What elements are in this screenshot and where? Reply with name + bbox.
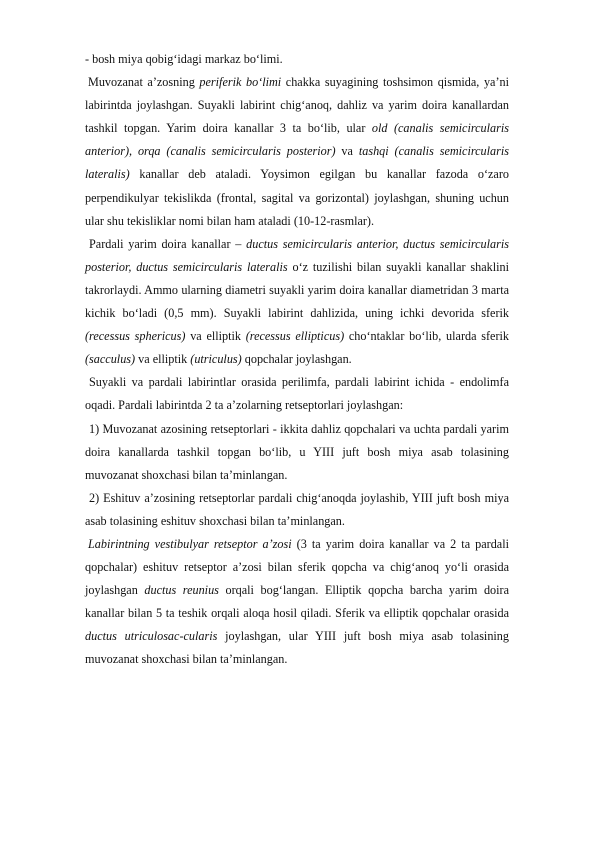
italic-term: (sacculus) <box>85 352 136 367</box>
text-run: joylashgan, ular YIII juft bosh miya asab tolasining muvozanat shoxchasi bilan ta’minlangan. <box>85 629 509 667</box>
paragraph-2 <box>85 233 509 372</box>
paragraph-4 <box>85 418 509 487</box>
italic-term: Labirintning vestibulyar retseptor a’zosi <box>88 536 292 551</box>
text-run: Muvozanat a’zosning <box>88 75 200 90</box>
italic-term: (utriculus) <box>190 352 242 367</box>
text-run: 2) Eshituv a’zosining retseptorlar pardali chig‘anoqda joylashib, YIII juft bosh miya asab tolasining eshituv shoxchasi bilan ta’minlangan. <box>85 490 509 528</box>
italic-term: ductus utriculosac-cularis <box>85 629 218 644</box>
text-run: Pardali yarim doira kanallar – <box>89 236 247 251</box>
italic-term: (recessus ellipticus) <box>245 329 345 344</box>
text-run: cho‘ntaklar bo‘lib, ularda sferik <box>344 329 510 344</box>
text-run: Suyakli va pardali labirintlar orasida perilimfa, pardali labirint ichida - endolimfa oqadi. Pardali labirintda 2 ta a’zolarning retseptorlari joylashgan: <box>85 375 509 413</box>
text-run: orqali bog‘langan. Elliptik qopcha barcha yarim doira kanallar bilan 5 ta teshik orqali aloqa hosil qiladi. Sferik va elliptik qopchalar orasida <box>85 583 509 621</box>
paragraph-6 <box>85 533 509 672</box>
text-run: va elliptik <box>185 329 246 344</box>
text-run: va elliptik <box>135 352 191 367</box>
text-run: va <box>335 144 359 159</box>
text-run: (3 ta yarim doira kanallar va 2 ta pardali qopchalar) eshituv retseptor a’zosi bilan sferik qopcha va chig‘anoq yo‘li orasida joylashgan <box>85 536 509 598</box>
italic-term: ductus reunius <box>144 583 219 598</box>
paragraph-3 <box>85 371 509 417</box>
text-run: qopchalar joylashgan. <box>241 352 352 367</box>
text-run: chakka suyagining toshsimon qismida, ya’ni labirintda joylashgan. Suyakli labirint chig‘anoq, dahliz va yarim doira kanallardan tashkil topgan. Yarim doira kanallar 3 ta bo‘lib, ular <box>85 75 510 136</box>
paragraph-1 <box>85 71 509 233</box>
italic-term: old (canalis semicircularis anterior), orqa (canalis semicircularis posterior) <box>85 121 509 159</box>
text-run: kanallar deb ataladi. Yoysimon egilgan bu kanallar fazoda o‘zaro perpendikulyar tekislikda (frontal, sagital va gorizontal) joylashgan, shuning uchun ular shu tekisliklar nomi bilan ham ataladi (10-12-rasmlar). <box>85 167 509 228</box>
italic-term: periferik bo‘limi <box>199 75 282 90</box>
italic-term: (recessus sphericus) <box>85 329 186 344</box>
text-run: o‘z tuzilishi bilan suyakli kanallar shaklini takrorlaydi. Ammo ularning diametri suyakli yarim doira kanallar diametridan 3 marta kichik bo‘ladi (0,5 mm). Suyakli labirint dahlizida, uning ichki devorida sferik <box>85 259 509 321</box>
italic-term: ductus semicircularis anterior, ductus semicircularis posterior, ductus semicircularis lateralis <box>85 236 509 274</box>
italic-term: tashqi (canalis semicircularis lateralis) <box>85 144 509 182</box>
paragraph-line0: - bosh miya qobig‘idagi markaz bo‘limi. <box>85 52 283 66</box>
text-run: 1) Muvozanat azosining retseptorlari - ikkita dahliz qopchalari va uchta pardali yarim doira kanallarda tashkil topgan bo‘lib, u YIII juft bosh miya asab tolasining muvozanat shoxchasi bilan ta’minlangan. <box>85 421 509 482</box>
document-body <box>85 48 509 672</box>
paragraph-5 <box>85 487 509 533</box>
